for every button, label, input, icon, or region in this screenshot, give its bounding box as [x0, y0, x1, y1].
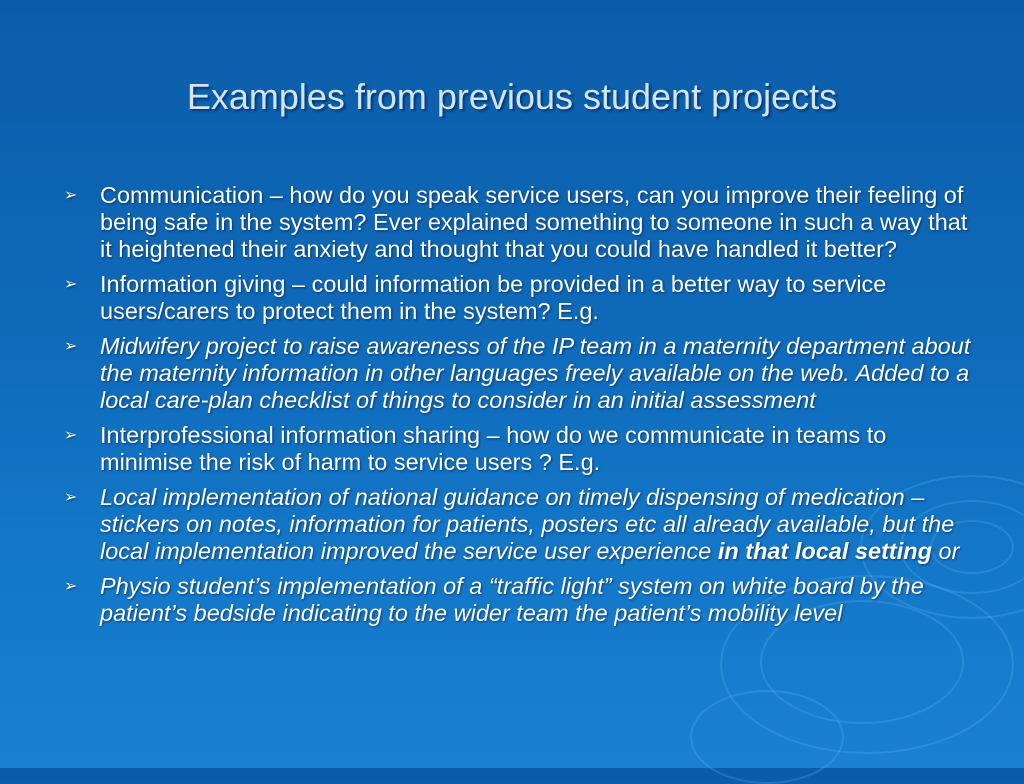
bullet-text-part: Local implementation of national guidance on timely dispensing of medication – stickers on notes, information for patients, posters etc all already available, but the local implementation improved the service user experience: [100, 484, 955, 564]
bullet-text: Interprofessional information sharing – how do we communicate in teams to minimise the risk of harm to service users ? E.g.: [100, 422, 887, 475]
slide-title: Examples from previous student projects: [186, 76, 838, 117]
arrow-bullet-icon: ➢: [64, 489, 78, 506]
bullet-text-emphasis: in that local setting: [717, 538, 932, 564]
arrow-bullet-icon: ➢: [64, 276, 78, 293]
bullet-item-local-implementation: [62, 484, 980, 565]
arrow-bullet-icon: ➢: [64, 578, 78, 595]
bullet-text: Information giving – could information be provided in a better way to service users/carers to protect them in the system? E.g.: [100, 271, 887, 324]
ripple-decoration: [690, 690, 844, 784]
arrow-bullet-icon: ➢: [64, 187, 78, 204]
bullet-item-communication: [62, 182, 980, 263]
bullet-text: Physio student’s implementation of a “traffic light” system on white board by the patient’s bedside indicating to the wider team the patient’s mobility level: [100, 573, 924, 626]
bullet-item-midwifery-project: [62, 333, 980, 414]
arrow-bullet-icon: ➢: [64, 338, 78, 355]
bullet-item-physio-student: [62, 573, 980, 627]
arrow-bullet-icon: ➢: [64, 427, 78, 444]
bullet-text: Midwifery project to raise awareness of the IP team in a maternity department about the maternity information in other languages freely available on the web. Added to a local care-plan checklist of things to consider in an initial assessment: [100, 333, 971, 413]
bullet-text: [100, 484, 959, 564]
bullet-item-information-sharing: [62, 422, 980, 476]
bullet-text: Communication – how do you speak service users, can you improve their feeling of being safe in the system? Ever explained something to someone in such a way that it heightened their anxiety and thought that you could have handled it better?: [100, 182, 968, 262]
bullet-list: [62, 182, 980, 635]
bullet-text-part: or: [931, 538, 960, 564]
bullet-item-information-giving: [62, 271, 980, 325]
